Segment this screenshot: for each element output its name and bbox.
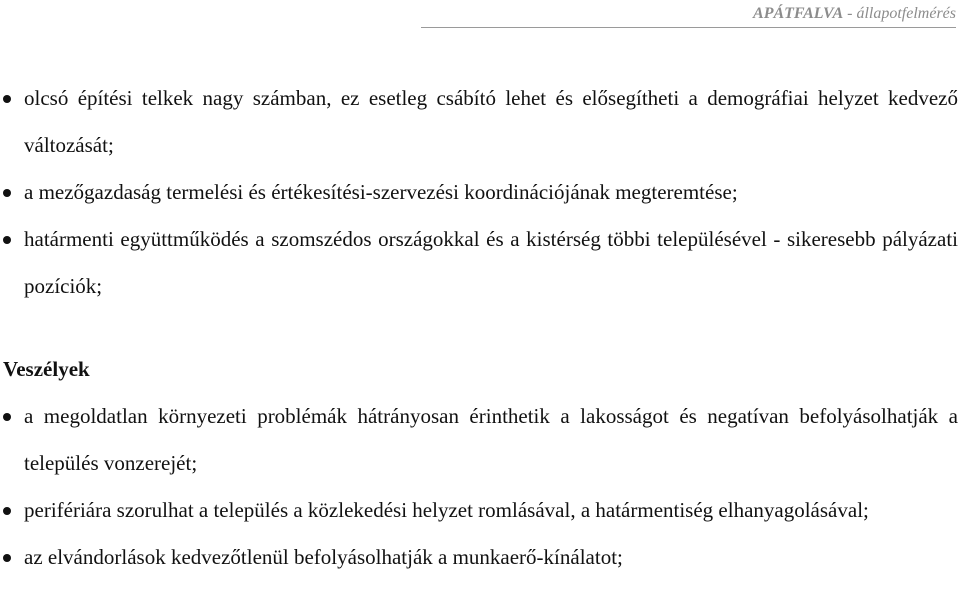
bullet-icon <box>3 189 11 197</box>
list-item <box>0 216 958 310</box>
threats-list <box>0 393 958 581</box>
list-item <box>0 534 958 581</box>
list-item-text: olcsó építési telkek nagy számban, ez esetleg csábító lehet és elősegítheti a demográfiai helyzet kedvező változását; <box>24 86 958 157</box>
section-heading-threats: Veszélyek <box>3 357 90 381</box>
list-item-text: a megoldatlan környezeti problémák hátrányosan érinthetik a lakosságot és negatívan befolyásolhatják a település vonzerejét; <box>24 404 958 475</box>
opportunities-list <box>0 75 958 310</box>
header-title: APÁTFALVA <box>753 5 844 22</box>
list-item-text: határmenti együttműködés a szomszédos országokkal és a kistérség többi településével - sikeresebb pályázati pozíciók; <box>24 227 958 298</box>
bullet-icon <box>3 507 11 515</box>
header-subtitle: - állapotfelmérés <box>843 5 956 22</box>
bullet-icon <box>3 413 11 421</box>
list-item-text: az elvándorlások kedvezőtlenül befolyásolhatják a munkaerő-kínálatot; <box>24 545 623 569</box>
list-item <box>0 75 958 169</box>
bullet-icon <box>3 236 11 244</box>
list-item-text: perifériára szorulhat a település a közlekedési helyzet romlásával, a határmentiség elhanyagolásával; <box>24 498 869 522</box>
list-item <box>0 169 958 216</box>
bullet-icon <box>3 554 11 562</box>
list-item <box>0 393 958 487</box>
list-item <box>0 487 958 534</box>
list-item-text: a mezőgazdaság termelési és értékesítési-szervezési koordinációjának megteremtése; <box>24 180 738 204</box>
bullet-icon <box>3 95 11 103</box>
running-header <box>421 4 956 28</box>
